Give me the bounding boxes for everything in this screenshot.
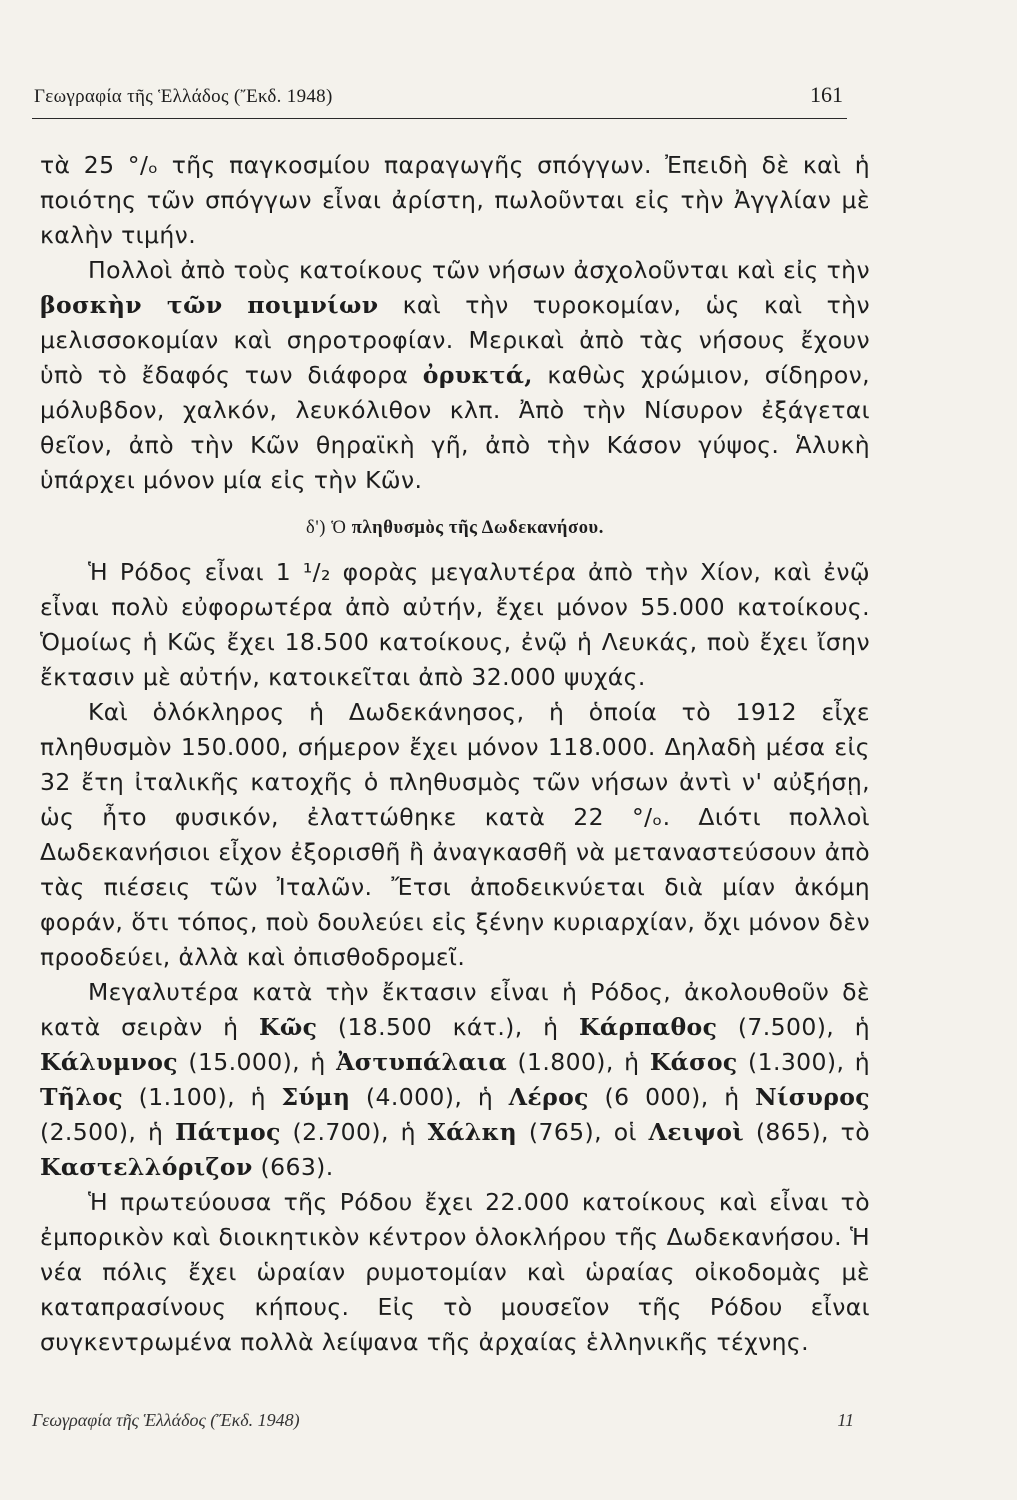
running-header bbox=[32, 78, 847, 119]
bold-term: βοσκὴν τῶν ποιμνίων bbox=[40, 291, 379, 319]
island-name: Ἀστυπάλαια bbox=[336, 1048, 508, 1076]
island-name: Λειψοὶ bbox=[648, 1118, 745, 1146]
island-name: Πάτμος bbox=[175, 1118, 281, 1146]
paragraph-sponges: τὰ 25 °/ₒ τῆς παγκοσμίου παραγωγῆς σπόγγων. Ἐπειδὴ δὲ καὶ ἡ ποιότης τῶν σπόγγων εἶναι ἀρίστη, πωλοῦνται εἰς τὴν Ἀγγλίαν μὲ καλὴν τιμήν. bbox=[40, 151, 870, 249]
island-population: (1.100), ἡ bbox=[123, 1083, 282, 1111]
section-title: πληθυσμὸς τῆς Δωδεκανήσου. bbox=[351, 518, 604, 538]
island-name: Σύμη bbox=[281, 1083, 351, 1111]
island-population: (865), τὸ bbox=[744, 1118, 870, 1146]
text-run: Πολλοὶ ἀπὸ τοὺς κατοίκους τῶν νήσων ἀσχολοῦνται καὶ εἰς τὴν bbox=[88, 256, 870, 284]
footer-signature: Γεωγραφία τῆς Ἑλλάδος (Ἔκδ. 1948) bbox=[32, 1410, 300, 1430]
island-population: (18.500 κάτ.), ἡ bbox=[317, 1013, 580, 1041]
island-population: (1.800), ἡ bbox=[507, 1048, 650, 1076]
sheet-number: 11 bbox=[837, 1410, 854, 1430]
island-name: Καστελλόριζον bbox=[40, 1153, 253, 1181]
section-heading bbox=[40, 518, 870, 539]
island-name: Κάλυμνος bbox=[40, 1048, 178, 1076]
page-body bbox=[40, 148, 870, 1360]
header-title: Γεωγραφία τῆς Ἑλλάδος (Ἔκδ. 1948) bbox=[34, 86, 333, 107]
island-name: Τῆλος bbox=[40, 1083, 124, 1111]
island-population: (4.000), ἡ bbox=[350, 1083, 509, 1111]
island-population: (6 000), ἡ bbox=[588, 1083, 756, 1111]
island-population: (663). bbox=[252, 1153, 334, 1181]
island-population: (15.000), ἡ bbox=[177, 1048, 337, 1076]
island-name: Κάσος bbox=[649, 1048, 738, 1076]
island-name: Νίσυρος bbox=[755, 1083, 871, 1111]
paragraph-rhodes-population: Ἡ Ρόδος εἶναι 1 ¹/₂ φορὰς μεγαλυτέρα ἀπὸ τὴν Χίον, καὶ ἐνῷ εἶναι πολὺ εὐφορωτέρα ἀπὸ αὐτήν, ἔχει μόνον 55.000 κατοίκους. Ὁμοίως ἡ Κῶς ἔχει 18.500 κατοίκους, ἐνῷ ἡ Λευκάς, ποὺ ἔχει ἴσην ἔκτασιν μὲ αὐτήν, κατοικεῖται ἀπὸ 32.000 ψυχάς. bbox=[40, 558, 870, 691]
paragraph-rhodes-capital: Ἡ πρωτεύουσα τῆς Ρόδου ἔχει 22.000 κατοίκους καὶ εἶναι τὸ ἐμπορικὸν καὶ διοικητικὸν κέντρον ὁλοκλήρου τῆς Δωδεκανήσου. Ἡ νέα πόλις ἔχει ὡραίαν ρυμοτομίαν καὶ ὡραίας οἰκοδομὰς μὲ καταπρασίνους κήπους. Εἰς τὸ μουσεῖον τῆς Ρόδου εἶναι συγκεντρωμένα πολλὰ λείψανα τῆς ἀρχαίας ἑλληνικῆς τέχνης. bbox=[40, 1188, 870, 1356]
text-run: Μεγαλυτέρα κατὰ τὴν ἔκτασιν εἶναι ἡ Ρόδος, ἀκολουθοῦν δὲ κατὰ σειρὰν ἡ bbox=[40, 978, 870, 1041]
island-population: (2.700), ἡ bbox=[280, 1118, 428, 1146]
island-population: (765), οἱ bbox=[517, 1118, 649, 1146]
paragraph-population-decline: Καὶ ὁλόκληρος ἡ Δωδεκάνησος, ἡ ὁποία τὸ 1912 εἶχε πληθυσμὸν 150.000, σήμερον ἔχει μόνον 118.000. Δηλαδὴ μέσα εἰς 32 ἔτη ἰταλικῆς κατοχῆς ὁ πληθυσμὸς τῶν νήσων ἀντὶ ν' αὐξήσῃ, ὡς ἦτο φυσικόν, ἐλαττώθηκε κατὰ 22 °/ₒ. Διότι πολλοὶ Δωδεκανήσιοι εἶχον ἐξορισθῆ ἢ ἀναγκασθῆ νὰ μεταναστεύσουν ἀπὸ τὰς πιέσεις τῶν Ἰταλῶν. Ἔτσι ἀποδεικνύεται διὰ μίαν ἀκόμη φοράν, ὅτι τόπος, ποὺ δουλεύει εἰς ξένην κυριαρχίαν, ὄχι μόνον δὲν προοδεύει, ἀλλὰ καὶ ὀπισθοδρομεῖ. bbox=[40, 698, 870, 971]
island-name: Χάλκη bbox=[427, 1118, 518, 1146]
paragraph-occupations bbox=[40, 253, 870, 498]
island-population: (1.300), ἡ bbox=[737, 1048, 870, 1076]
page-number: 161 bbox=[810, 82, 843, 107]
text-run: καὶ τὴν τυροκομίαν, ὡς καὶ τὴν μελισσοκομίαν καὶ σηροτροφίαν. Μερικαὶ ἀπὸ τὰς νήσους ἔχουν ὑπὸ τὸ ἔδαφός των διάφορα bbox=[40, 291, 870, 389]
island-name: Κάρπαθος bbox=[579, 1013, 718, 1041]
text-run: καθὼς χρώμιον, σίδηρον, μόλυβδον, χαλκόν, λευκόλιθον κλπ. Ἀπὸ τὴν Νίσυρον ἐξάγεται θεῖον, ἀπὸ τὴν Κῶν θηραϊκὴ γῆ, ἀπὸ τὴν Κάσον γύψος. Ἁλυκὴ ὑπάρχει μόνον μία εἰς τὴν Κῶν. bbox=[40, 361, 870, 494]
island-population: (7.500), ἡ bbox=[717, 1013, 870, 1041]
section-label: δ') Ὁ bbox=[306, 518, 347, 538]
paragraph-island-ranking bbox=[40, 975, 870, 1185]
island-population: (2.500), ἡ bbox=[40, 1118, 176, 1146]
bold-term: ὀρυκτά, bbox=[422, 361, 533, 389]
island-name: Λέρος bbox=[508, 1083, 589, 1111]
island-name: Κῶς bbox=[259, 1013, 318, 1041]
